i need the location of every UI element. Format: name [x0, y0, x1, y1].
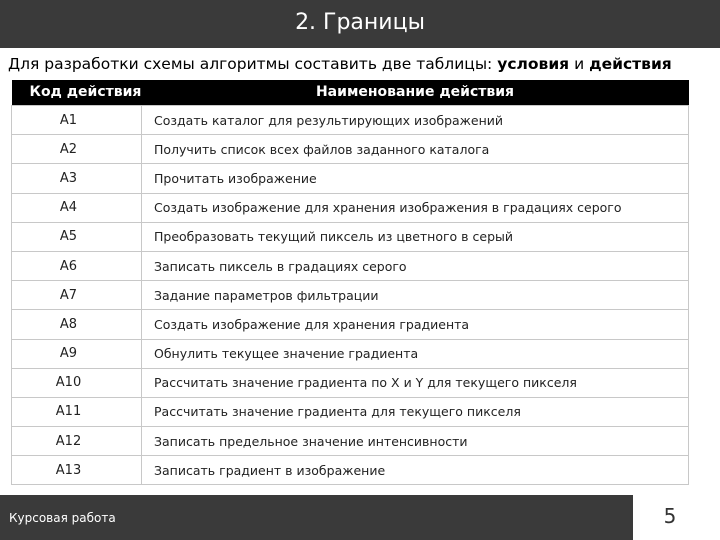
- row-name: Рассчитать значение градиента по X и Y для текущего пикселя: [142, 368, 689, 397]
- row-code: A11: [12, 397, 142, 426]
- subtitle-prefix: Для разработки схемы алгоритмы составить две таблицы:: [8, 55, 498, 73]
- table-header-row: [12, 80, 689, 106]
- subtitle-bold-actions: действия: [589, 55, 672, 73]
- table-row: [12, 310, 689, 339]
- slide-subtitle: [8, 53, 718, 75]
- header-name: Наименование действия: [315, 84, 515, 100]
- row-name: Записать пиксель в градациях серого: [142, 251, 689, 280]
- row-code: A6: [12, 251, 142, 280]
- row-name: Создать изображение для хранения градиента: [142, 310, 689, 339]
- subtitle-mid: и: [569, 55, 590, 73]
- table-row: [12, 397, 689, 426]
- row-code: A7: [12, 281, 142, 310]
- row-code: A1: [12, 106, 142, 135]
- table-row: [12, 222, 689, 251]
- row-name: Задание параметров фильтрации: [142, 281, 689, 310]
- actions-table: [11, 80, 689, 485]
- row-name: Записать предельное значение интенсивности: [142, 427, 689, 456]
- row-code: A12: [12, 427, 142, 456]
- footer-bar: [0, 495, 633, 540]
- row-name: Записать градиент в изображение: [142, 456, 689, 485]
- table-row: [12, 427, 689, 456]
- slide-title: 2. Границы: [295, 10, 425, 35]
- title-bar: [0, 0, 720, 48]
- header-code: Код действия: [29, 84, 142, 100]
- table-row: [12, 456, 689, 485]
- table-row: [12, 368, 689, 397]
- row-name: Рассчитать значение градиента для текущего пикселя: [142, 397, 689, 426]
- row-code: A4: [12, 193, 142, 222]
- row-code: A9: [12, 339, 142, 368]
- row-code: A8: [12, 310, 142, 339]
- table-row: [12, 135, 689, 164]
- table-row: [12, 281, 689, 310]
- footer-label: Курсовая работа: [9, 511, 116, 525]
- table-row: [12, 251, 689, 280]
- row-code: A2: [12, 135, 142, 164]
- table-row: [12, 339, 689, 368]
- row-name: Обнулить текущее значение градиента: [142, 339, 689, 368]
- row-name: Создать изображение для хранения изображения в градациях серого: [142, 193, 689, 222]
- row-code: A5: [12, 222, 142, 251]
- row-name: Создать каталог для результирующих изображений: [142, 106, 689, 135]
- row-code: A13: [12, 456, 142, 485]
- table-row: [12, 164, 689, 193]
- row-code: A3: [12, 164, 142, 193]
- row-name: Прочитать изображение: [142, 164, 689, 193]
- row-name: Преобразовать текущий пиксель из цветного в серый: [142, 222, 689, 251]
- page-number: 5: [663, 504, 677, 528]
- table-row: [12, 106, 689, 135]
- table-row: [12, 193, 689, 222]
- subtitle-bold-conditions: условия: [497, 55, 570, 73]
- row-code: A10: [12, 368, 142, 397]
- row-name: Получить список всех файлов заданного каталога: [142, 135, 689, 164]
